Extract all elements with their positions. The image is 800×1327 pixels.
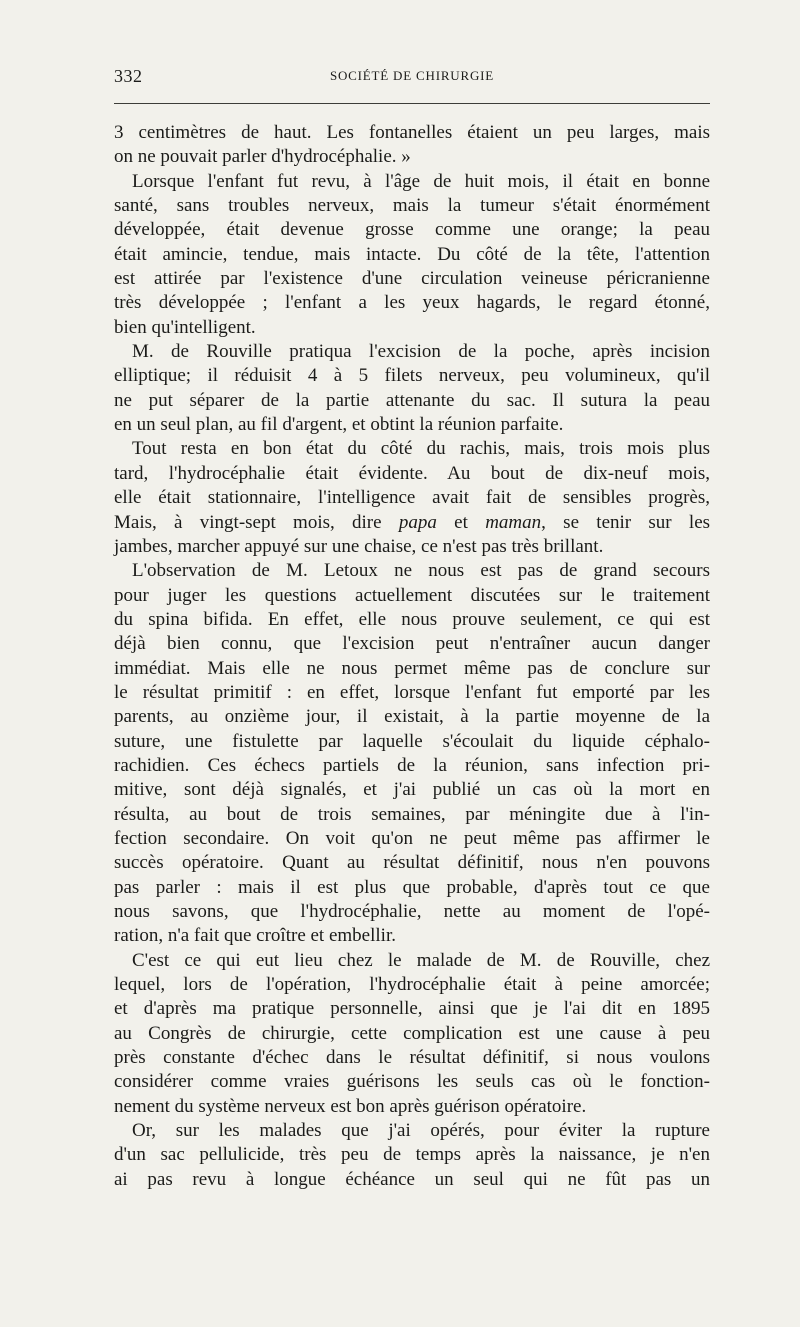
text-line: fection secondaire. On voit qu'on ne peut même pas affirmer le [114,827,710,849]
text-line: bien qu'intelligent. [114,316,256,338]
text-line: d'un sac pellulicide, très peu de temps après la naissance, je n'en [114,1144,710,1166]
text-line: tard, l'hydrocéphalie était évidente. Au bout de dix-neuf mois, [114,462,710,484]
paragraph-first-line: L'observation de M. Letoux ne nous est pas de grand secours [132,560,710,582]
header-rule [114,103,710,104]
mixed-style-line [114,511,710,535]
page-number: 332 [114,66,143,86]
text-line: 3 centimètres de haut. Les fontanelles étaient un peu larges, mais [114,122,710,143]
text-line: en un seul plan, au fil d'argent, et obtint la réunion parfaite. [114,414,564,436]
text-line: lequel, lors de l'opération, l'hydrocéphalie était à peine amorcée; [114,974,710,996]
text-line: est attirée par l'existence d'une circulation veineuse péricranienne [114,268,710,290]
text-line: elle était stationnaire, l'intelligence avait fait de sensibles progrès, [114,487,710,509]
text-line: très développée ; l'enfant a les yeux hagards, le regard étonné, [114,292,710,314]
text-line: santé, sans troubles nerveux, mais la tumeur s'était énormément [114,195,710,217]
text-line: du spina bifida. En effet, elle nous prouve seulement, ce qui est [114,608,710,630]
paragraph-first-line: Or, sur les malades que j'ai opérés, pour éviter la rupture [132,1120,710,1142]
paragraph-first-line: C'est ce qui eut lieu chez le malade de M. de Rouville, chez [132,949,710,971]
paragraph-first-line: Lorsque l'enfant fut revu, à l'âge de huit mois, il était en bonne [132,170,710,192]
text-line: le résultat primitif : en effet, lorsque l'enfant fut emporté par les [114,681,710,703]
text-line: ne put séparer de la partie attenante du sac. Il sutura la peau [114,389,710,411]
text-line: nement du système nerveux est bon après guérison opératoire. [114,1095,587,1117]
text-line: mitive, sont déjà signalés, et j'ai publié un cas où la mort en [114,779,710,801]
text-line: nous savons, que l'hydrocéphalie, nette au moment de l'opé- [114,901,710,922]
text-line: ai pas revu à longue échéance un seul qui ne fût pas un [114,1168,710,1190]
text-line: suture, une fistulette par laquelle s'écoulait du liquide céphalo- [114,730,710,752]
text-line: au Congrès de chirurgie, cette complication est une cause à peu [114,1022,710,1044]
text-fragment: , se tenir sur les [541,511,711,533]
text-line: pas parler : mais il est plus que probable, d'après tout ce que [114,876,710,898]
text-line: déjà bien connu, que l'excision peut n'entraîner aucun danger [114,633,710,655]
text-fragment: Mais, à vingt-sept mois, dire [114,511,382,533]
italic-word: papa [398,511,437,533]
text-line: elliptique; il réduisit 4 à 5 filets nerveux, peu volumineux, qu'il [114,365,710,387]
text-line: immédiat. Mais elle ne nous permet même pas de conclure sur [114,657,710,679]
text-line: ration, n'a fait que croître et embellir. [114,925,396,947]
text-fragment: et [454,511,468,533]
running-title: SOCIÉTÉ DE CHIRURGIE [329,68,495,83]
italic-word: maman [485,511,542,533]
paragraph-first-line: M. de Rouville pratiqua l'excision de la poche, après incision [132,341,710,363]
text-line: résulta, au bout de trois semaines, par méningite due à l'in- [114,803,710,825]
text-line: considérer comme vraies guérisons les seuls cas où le fonction- [114,1071,710,1093]
text-line: jambes, marcher appuyé sur une chaise, ce n'est pas très brillant. [114,535,604,557]
text-line: pour juger les questions actuellement discutées sur le traitement [114,584,710,606]
page-header [114,66,710,90]
text-line: et d'après ma pratique personnelle, ainsi que je l'ai dit en 1895 [114,998,710,1020]
text-line: rachidien. Ces échecs partiels de la réunion, sans infection pri- [114,754,710,776]
paragraph-first-line: Tout resta en bon état du côté du rachis, mais, trois mois plus [132,438,710,460]
text-line: était amincie, tendue, mais intacte. Du côté de la tête, l'attention [114,243,710,265]
body-text [114,121,710,1192]
text-line: succès opératoire. Quant au résultat définitif, nous n'en pouvons [114,852,710,874]
text-line: développée, était devenue grosse comme une orange; la peau [114,219,710,241]
text-line: on ne pouvait parler d'hydrocéphalie. » [114,146,411,168]
text-line: parents, au onzième jour, il existait, à la partie moyenne de la [114,706,710,728]
text-line: près constante d'échec dans le résultat définitif, si nous voulons [114,1047,710,1069]
